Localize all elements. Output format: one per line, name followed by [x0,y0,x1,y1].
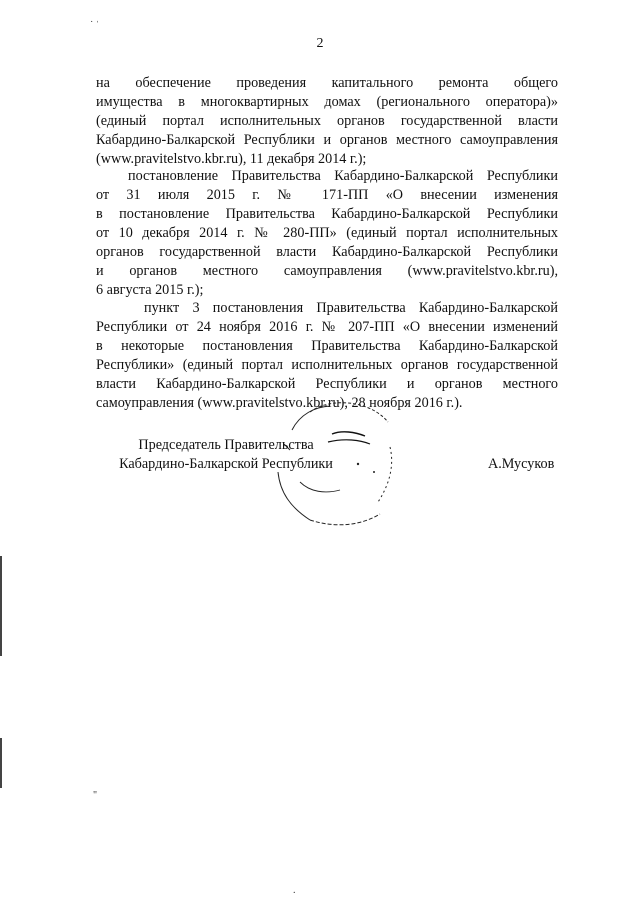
text-line: 6 августа 2015 г.); [96,282,204,298]
scan-edge-mark [0,556,2,656]
text-line: органов государственной власти Кабардино-Балкарской Республики [96,244,558,260]
text-line: постановление Правительства Кабардино-Балкарской Республики [128,168,558,184]
text-line: в некоторые постановления Правительства Кабардино-Балкарской [96,338,558,354]
scan-edge-mark [0,738,2,788]
signatory-name: А.Мусуков [488,456,555,472]
text-line: от 10 декабря 2014 г. № 280-ПП» (единый портал исполнительных [96,225,558,241]
text-line: (единый портал исполнительных органов государственной власти [96,113,558,129]
text-line: на обеспечение проведения капитального ремонта общего [96,75,558,91]
text-line: имущества в многоквартирных домах (регионального оператора)» [96,94,558,110]
text-line: пункт 3 постановления Правительства Кабардино-Балкарской [144,300,558,316]
text-line: Кабардино-Балкарской Республики и органов местного самоуправления [96,132,558,148]
signature-title-line: Председатель Правительства [138,437,314,453]
text-line: (www.pravitelstvo.kbr.ru), 11 декабря 2014 г.); [96,151,367,167]
text-line: Республики» (единый портал исполнительных органов государственной [96,357,558,373]
paragraph-2 [96,167,558,300]
text-line: Республики от 24 ноября 2016 г. № 207-ПП «О внесении изменений [96,319,558,335]
signature-title [96,436,356,474]
text-line: самоуправления (www.pravitelstvo.kbr.ru), 28 ноября 2016 г.). [96,395,463,411]
text-line: от 31 июля 2015 г. № 171-ПП «О внесении изменения [96,187,558,203]
text-line: в постановление Правительства Кабардино-Балкарской Республики [96,206,558,222]
page-number: 2 [316,36,324,51]
paragraph-1 [96,74,558,169]
scan-artifact: ˙ ˈ [90,20,100,31]
scan-artifact: " [93,790,98,801]
signature-title-line: Кабардино-Балкарской Республики [119,456,333,472]
text-line: и органов местного самоуправления (www.pravitelstvo.kbr.ru), [96,263,558,279]
text-line: власти Кабардино-Балкарской Республики и органов местного [96,376,558,392]
scan-artifact: . [293,885,296,896]
